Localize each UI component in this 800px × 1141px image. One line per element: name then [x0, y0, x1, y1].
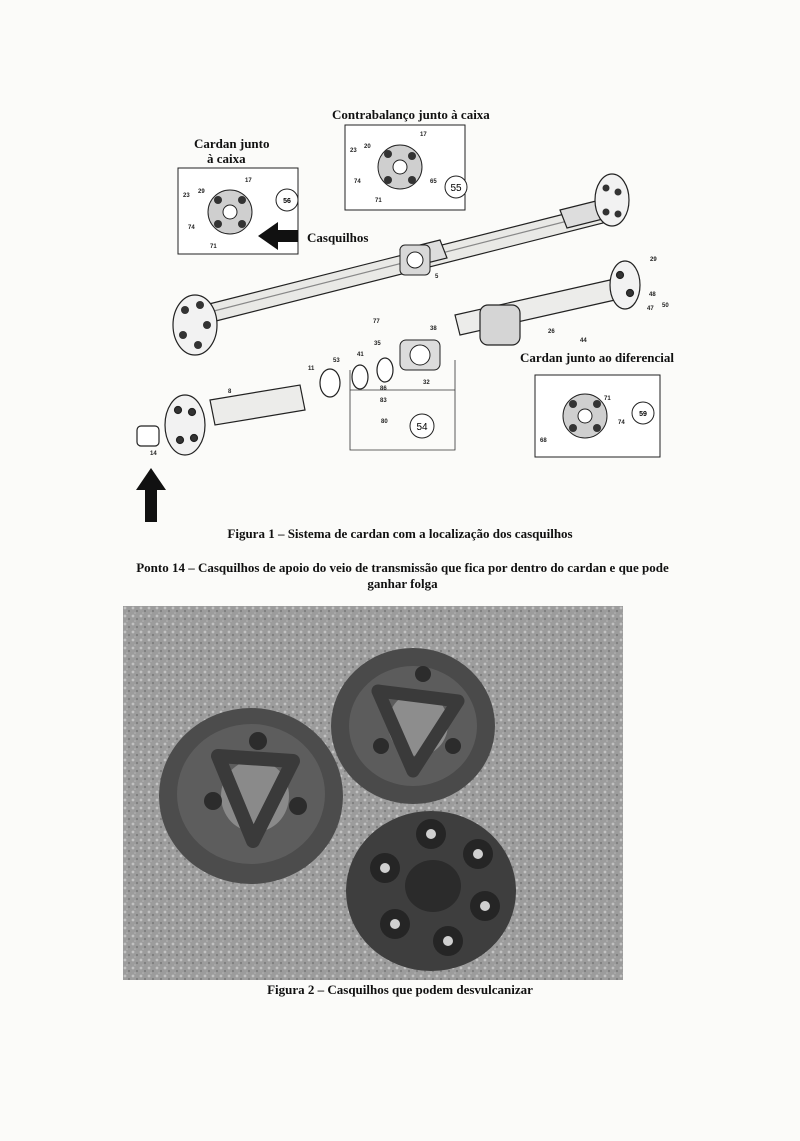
center-bearing: [400, 340, 440, 370]
part-number: 8: [228, 389, 232, 395]
figure1-caption: Figura 1 – Sistema de cardan com a localização dos casquilhos: [227, 526, 573, 541]
coupling-left: [159, 708, 343, 884]
callout-56: 56: [283, 198, 291, 205]
part-number: 74: [188, 225, 195, 231]
coupling-right-bottom: [346, 811, 516, 971]
part-number: 5: [435, 274, 439, 280]
part-number: 83: [380, 398, 387, 404]
coupling-right-top: [331, 648, 495, 804]
part-number: 44: [580, 338, 587, 344]
part-number: 53: [333, 358, 340, 364]
part-number: 35: [374, 341, 381, 347]
part-number: 41: [357, 352, 364, 358]
part-number: 38: [430, 326, 437, 332]
part-number: 29: [198, 189, 205, 195]
point14-note-line1: Ponto 14 – Casquilhos de apoio do veio de transmissão que fica por dentro do cardan e que pode: [136, 560, 669, 575]
label-cardan-diferencial: Cardan junto ao diferencial: [520, 350, 674, 365]
part-number: 68: [540, 438, 547, 444]
part-number: 48: [649, 292, 656, 298]
label-casquilhos: Casquilhos: [307, 230, 369, 245]
part-number: 47: [647, 306, 654, 312]
label-cardan-caixa-line2: à caixa: [207, 151, 246, 166]
part-number: 77: [373, 319, 380, 325]
part-number: 29: [650, 257, 657, 263]
part-number: 65: [430, 179, 437, 185]
part-number: 74: [618, 420, 625, 426]
part-number: 17: [420, 132, 427, 138]
part-number: 71: [210, 244, 217, 250]
callout-55: 55: [450, 183, 462, 194]
figure2-caption: Figura 2 – Casquilhos que podem desvulcanizar: [267, 982, 533, 997]
part-number: 17: [245, 178, 252, 184]
callout-54: 54: [416, 422, 428, 433]
part-number: 32: [423, 380, 430, 386]
figure2-photo: [123, 606, 623, 980]
label-cardan-caixa-line1: Cardan junto: [194, 136, 270, 151]
front-shaft: [137, 358, 393, 455]
center-joint: [400, 245, 430, 275]
part-number: 50: [662, 303, 669, 309]
part-number: 74: [354, 179, 361, 185]
part-number: 71: [375, 198, 382, 204]
left-flange: [173, 295, 217, 355]
part-number: 20: [364, 144, 371, 150]
label-contrabalanco: Contrabalanço junto à caixa: [332, 107, 490, 122]
part-number: 86: [380, 386, 387, 392]
figure1-diagram: [0, 0, 800, 530]
callout-59: 59: [639, 411, 647, 418]
part-number: 23: [183, 193, 190, 199]
part-number: 23: [350, 148, 357, 154]
right-flange-top: [595, 174, 629, 226]
part-number: 11: [308, 366, 315, 372]
point14-note-line2: ganhar folga: [367, 576, 438, 591]
part-number: 71: [604, 396, 611, 402]
part-number: 26: [548, 329, 555, 335]
inset-contrabalanco: [345, 125, 467, 210]
point14-arrow-icon: [136, 468, 166, 522]
part-number: 14: [150, 451, 157, 457]
part-number: 80: [381, 419, 388, 425]
